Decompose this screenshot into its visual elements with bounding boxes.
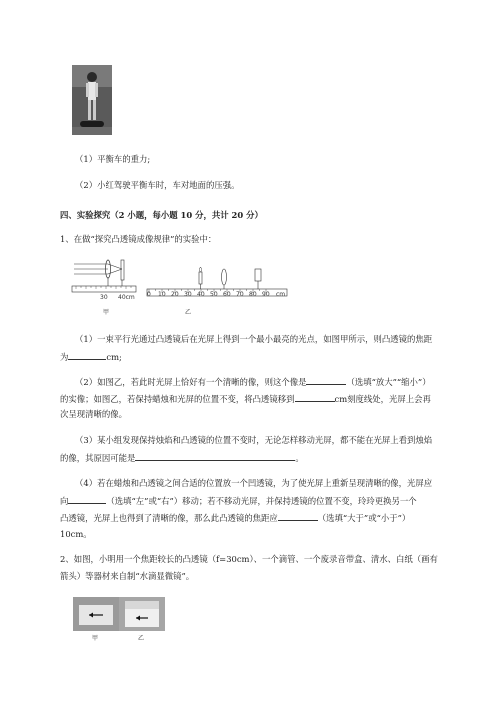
q1-p2-l1-post: （选填“放大”“缩小”） (346, 377, 431, 387)
q1-p3-l2-pre: 的像，其原因可能是 (60, 453, 136, 463)
q1-p2-line2 (60, 392, 431, 405)
q-top-item1: （1）平衡车的重力; (75, 154, 151, 164)
q1-p3-line1: （3）某小组发现保持烛焰和凸透镜的位置不变时，无论怎样移动光屏，都不能在光屏上看到烛焰 (75, 435, 433, 445)
figure-a (70, 256, 140, 316)
figure-b-tick-10: 10 (158, 291, 166, 298)
q1-p3-l2-post: 。 (295, 453, 304, 463)
q2-photo-left-image (73, 597, 119, 631)
figure-a-tick-30: 30 (100, 294, 108, 301)
q1-p4-l3-pre: 凸透镜，光屏上也得到了清晰的像，那么此凸透镜的焦距应 (60, 513, 278, 523)
figure-b (145, 264, 290, 316)
q1-p1-line2 (60, 350, 122, 363)
q2-photo-left (73, 597, 119, 631)
q1-p2-line1 (75, 375, 431, 388)
figure-b-tick-30: 30 (184, 291, 192, 298)
q1-p2-l2-pre: 的实像；如图乙，若保持蜡烛和光屏的位置不变，将凸透镜移到 (60, 394, 295, 404)
q2-photo-right-label: 乙 (138, 635, 145, 642)
answer-blank-image-size[interactable] (306, 375, 346, 385)
photo-figure-icon (72, 65, 112, 135)
figure-a-label: 甲 (103, 309, 110, 316)
figure-b-tick-80: 80 (249, 291, 257, 298)
figure-b-tick-0: 0 (147, 291, 151, 298)
q1-p3-line2 (60, 451, 304, 464)
q2-photo-left-label: 甲 (92, 635, 99, 642)
figure-b-tick-cm: cm (276, 291, 286, 298)
answer-blank-focal-compare[interactable] (278, 511, 318, 521)
figure-b-tick-20: 20 (171, 291, 179, 298)
q1-p4-line4: 10cm。 (60, 529, 92, 539)
q1-stem: 1、在做“探究凸透镜成像规律”的实验中： (60, 234, 217, 244)
figure-b-tick-90: 90 (262, 291, 270, 298)
q1-p4-line1: （4）若在蜡烛和凸透镜之间合适的位置放一个凹透镜，为了使光屏上重新呈现清晰的像，光屏应 (75, 478, 433, 488)
figure-a-tick-40: 40cm (118, 294, 135, 301)
figure-b-tick-50: 50 (210, 291, 218, 298)
q1-p4-l3-post: （选填“大于”或“小于”） (317, 513, 411, 523)
photo-girl-on-balance-scooter (72, 65, 112, 135)
q2-line2: 箭头）等器材来自制“水滴显微镜”。 (60, 571, 195, 581)
q1-p4-l2-post: （选填“左”或“右”）移动；若不移动光屏，并保持透镜的位置不变，玲玲更换另一个 (106, 496, 417, 506)
q1-p2-l2-post: 刻度线处，光屏上会再 (347, 394, 431, 404)
q1-p1-line2-pre: 为 (60, 352, 69, 362)
q1-p4-line3 (60, 511, 410, 524)
q1-p2-line3: 次呈现清晰的像。 (60, 409, 127, 419)
section-heading: 四、实验探究（2 小题，每小题 10 分，共计 20 分） (60, 210, 263, 220)
q1-p1-unit: cm; (106, 352, 122, 362)
figure-b-diagram (145, 264, 290, 316)
q1-p2-l2-mid: cm (334, 394, 348, 404)
q1-p2-l1-pre: （2）如图乙，若此时光屏上恰好有一个清晰的像，则这个像是 (75, 377, 307, 387)
answer-blank-lens-position[interactable] (295, 392, 335, 402)
q2-line1: 2、如图，小明用一个焦距较长的凸透镜（f=30cm）、一个滴管、一个废录音带盒、清水、白纸（画有 (60, 554, 438, 564)
q-top-item2: （2）小红驾驶平衡车时，车对地面的压强。 (75, 180, 240, 190)
figure-b-tick-40: 40 (197, 291, 205, 298)
q2-photo-right (119, 597, 165, 631)
figure-b-tick-70: 70 (236, 291, 244, 298)
answer-blank-reason[interactable] (135, 451, 295, 461)
q2-photo-right-image (119, 597, 165, 631)
answer-blank-focal-length[interactable] (68, 350, 106, 360)
figure-b-label: 乙 (185, 309, 192, 316)
q1-p4-line2 (60, 494, 417, 507)
answer-blank-screen-direction[interactable] (68, 494, 106, 504)
figure-b-tick-60: 60 (223, 291, 231, 298)
q1-p1-line1: （1）一束平行光通过凸透镜后在光屏上得到一个最小最亮的光点，如图甲所示，则凸透镜的焦距 (75, 334, 433, 344)
q1-p4-l2-pre: 向 (60, 496, 69, 506)
